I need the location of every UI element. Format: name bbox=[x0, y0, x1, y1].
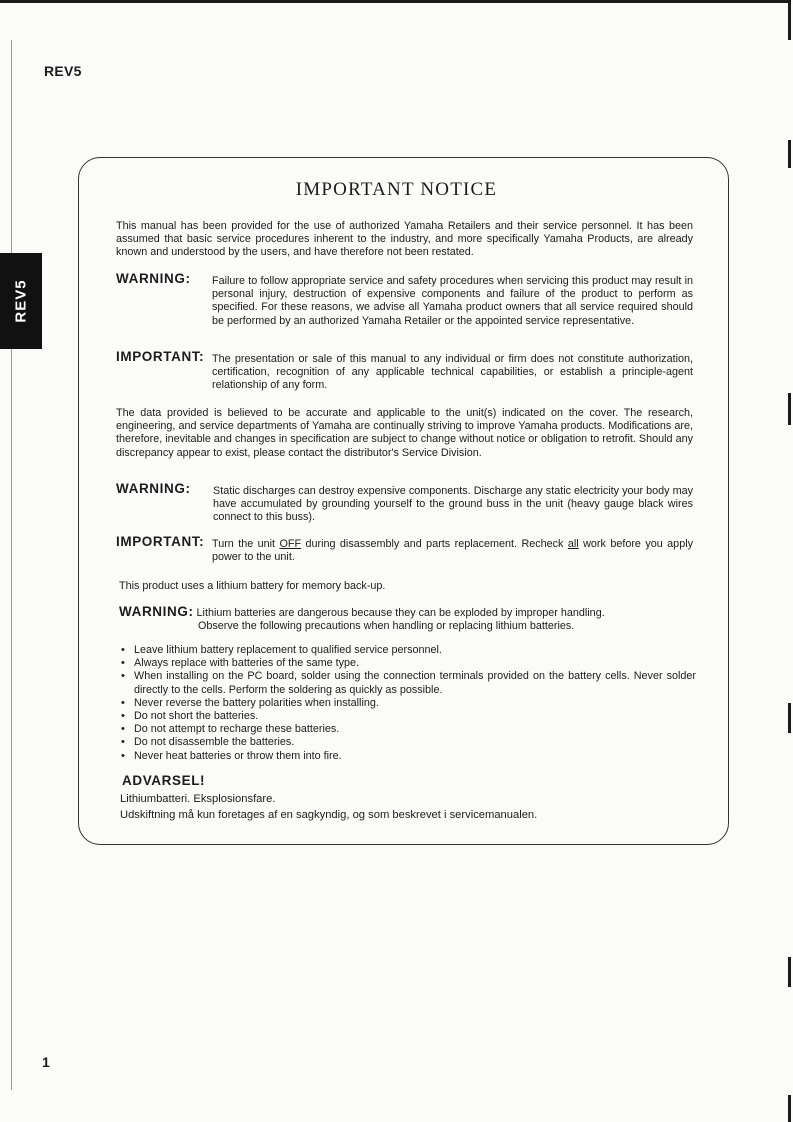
text-segment: during disassembly and parts replacement. Recheck bbox=[301, 538, 568, 550]
data-paragraph: The data provided is believed to be accurate and applicable to the unit(s) indicated on the cover. The research, engineering, and service departments of Yamaha are continually striving to improve Yamaha products. Modifications are, therefore, inevitable and changes in specification are subject to change without notice or obligation to retrofit. Should any discrepancy appear to exist, please contact the distributor's Service Division. bbox=[116, 407, 693, 459]
advarsel-title: ADVARSEL! bbox=[122, 773, 206, 788]
list-item: • Never heat batteries or throw them into fire. bbox=[121, 750, 696, 763]
text-segment: Turn the unit bbox=[212, 538, 280, 550]
warning-text: Static discharges can destroy expensive components. Discharge any static electricity your body may have accumulated by grounding yourself to the ground buss in the unit (heavy gauge black wires connect to this buss). bbox=[213, 485, 693, 524]
list-item: • Always replace with batteries of the same type. bbox=[121, 657, 696, 670]
warning-line: Lithium batteries are dangerous because they can be exploded by improper handling. bbox=[196, 607, 605, 619]
right-edge-marks bbox=[788, 0, 791, 1122]
warning-label: WARNING: bbox=[116, 271, 191, 286]
text-segment: work before you apply power to the unit. bbox=[212, 538, 693, 564]
precautions-list bbox=[121, 644, 696, 763]
important-text bbox=[212, 538, 693, 564]
important-block-1 bbox=[116, 349, 693, 393]
list-item: • Do not attempt to recharge these batteries. bbox=[121, 723, 696, 736]
battery-line: This product uses a lithium battery for memory back-up. bbox=[119, 580, 386, 592]
warning-text: Failure to follow appropriate service and safety procedures when servicing this product may result in personal injury, destruction of expensive components and failure of the product to perform as specified. For these reasons, we advise all Yamaha product owners that all service required should be performed by an authorized Yamaha Retailer or the appointed service representative. bbox=[212, 275, 693, 327]
list-item: • When installing on the PC board, solder using the connection terminals provided on the battery cells. Never solder directly to the cells. Perform the soldering as quickly as possible. bbox=[121, 670, 696, 696]
advarsel-line: Lithiumbatteri. Eksplosionsfare. bbox=[120, 793, 276, 805]
warning-line: Observe the following precautions when handling or replacing lithium batteries. bbox=[198, 620, 575, 633]
warning-label: WARNING: bbox=[116, 481, 191, 496]
intro-paragraph: This manual has been provided for the use of authorized Yamaha Retailers and their service personnel. It has been assumed that basic service procedures inherent to the industry, and more specifically Yamaha Products, are already known and understood by the users, and have therefore not been restated. bbox=[116, 220, 693, 259]
page-number: 1 bbox=[42, 1054, 50, 1070]
list-item: • Do not short the batteries. bbox=[121, 710, 696, 723]
warning-label: WARNING: bbox=[119, 604, 194, 619]
warning-block-3 bbox=[119, 605, 679, 633]
page-header-model: REV5 bbox=[44, 63, 82, 79]
list-item: • Do not disassemble the batteries. bbox=[121, 736, 696, 749]
side-tab bbox=[0, 253, 42, 349]
top-rule bbox=[0, 0, 788, 3]
notice-title: IMPORTANT NOTICE bbox=[295, 179, 498, 200]
important-block-2 bbox=[116, 534, 693, 564]
important-text: The presentation or sale of this manual to any individual or firm does not constitute authorization, certification, recognition of any applicable technical capabilities, or establish a principle-agent relationship of any form. bbox=[212, 353, 693, 392]
important-label: IMPORTANT: bbox=[116, 349, 205, 364]
off-emphasis: OFF bbox=[279, 538, 302, 550]
important-label: IMPORTANT: bbox=[116, 534, 205, 549]
warning-block-2 bbox=[116, 481, 693, 525]
side-tab-label: REV5 bbox=[12, 279, 30, 323]
advarsel-line: Udskiftning må kun foretages af en sagkyndig, og som beskrevet i servicemanualen. bbox=[120, 809, 538, 821]
warning-block-1 bbox=[116, 271, 693, 328]
list-item: • Leave lithium battery replacement to qualified service personnel. bbox=[121, 644, 696, 657]
list-item: • Never reverse the battery polarities when installing. bbox=[121, 697, 696, 710]
all-emphasis: all bbox=[567, 538, 579, 550]
